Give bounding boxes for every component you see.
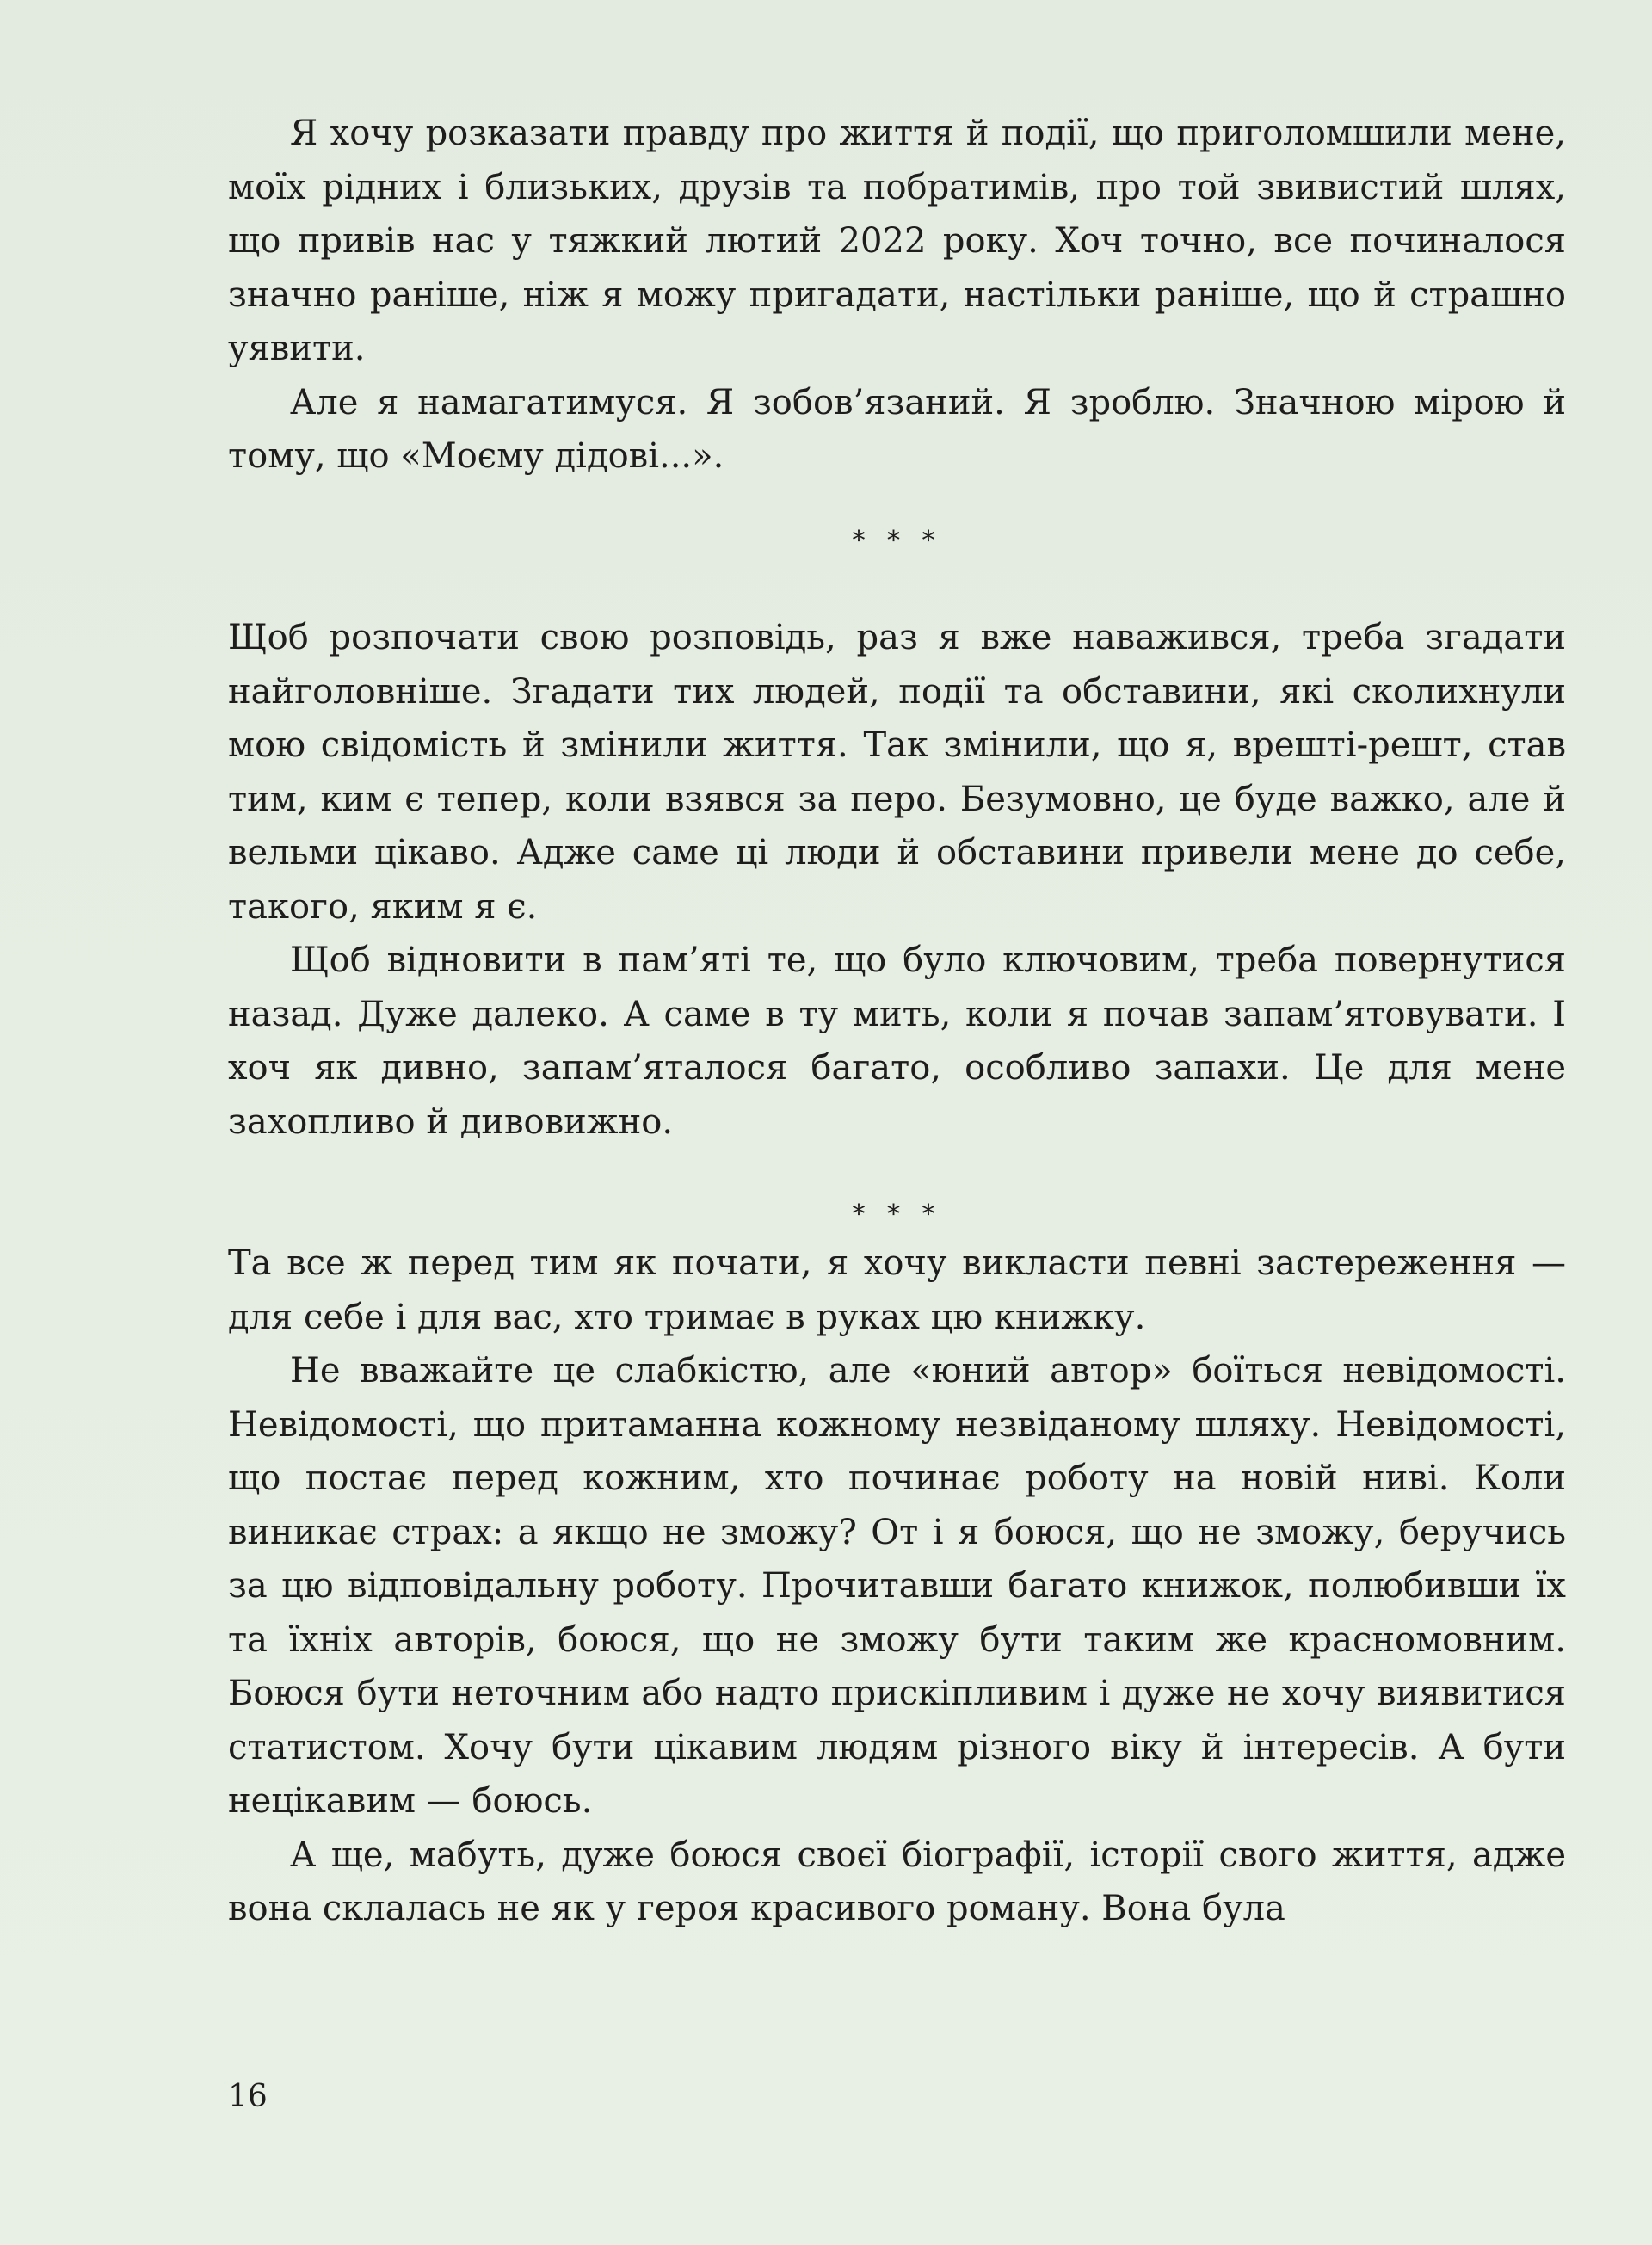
page-number: 16: [228, 2079, 268, 2114]
paragraph: Щоб відновити в пам’яті те, що було ключовим, треба повернутися назад. Дуже далеко. А саме в ту мить, коли я почав запам’ятовувати. І хоч як дивно, запам’яталося багато, особливо запахи. Це для мене захопливо й дивовижно.: [228, 941, 1566, 1142]
paragraph: Але я намагатимуся. Я зобов’язаний. Я зроблю. Значною мірою й тому, що «Моєму дідові...».: [228, 382, 1566, 476]
paragraph: Та все ж перед тим як почати, я хочу викласти певні застереження — для себе і для вас, хто тримає в руках цю книжку.: [228, 1243, 1566, 1337]
paragraph: Щоб розпочати свою розповідь, раз я вже наважився, треба згадати найголовніше. Згадати тих людей, події та обставини, які сколихнули мою свідомість й змінили життя. Так змінили, що я, врешті-решт, став тим, ким є тепер, коли взявся за перо. Безумовно, це буде важко, але й вельми цікаво. Адже саме ці люди й обставини привели мене до себе, такого, яким я є.: [228, 618, 1566, 927]
paragraph: Я хочу розказати правду про життя й події, що приголомшили мене, моїх рідних і близьких, друзів та побратимів, про той звивистий шлях, що привів нас у тяжкий лютий 2022 року. Хоч точно, все починалося значно раніше, ніж я можу пригадати, настільки раніше, що й страшно уявити.: [228, 114, 1566, 368]
section-separator: * * *: [852, 1200, 942, 1230]
paragraph: Не вважайте це слабкістю, але «юний автор» боїться невідомості. Невідомості, що притаманна кожному незвіданому шляху. Невідомості, що постає перед кожним, хто починає роботу на новій ниві. Коли виникає страх: а якщо не зможу? От і я боюся, що не зможу, беручись за цю відповідальну роботу. Прочитавши багато книжок, полюбивши їх та їхніх авторів, боюся, що не зможу бути таким же красномовним. Боюся бути неточним або надто прискіпливим і дуже не хочу виявитися статистом. Хочу бути цікавим людям різного віку й інтересів. А бути нецікавим — боюсь.: [228, 1351, 1566, 1821]
paragraph: А ще, мабуть, дуже боюся своєї біографії, історії свого життя, адже вона склалась не як у героя красивого роману. Вона була: [228, 1835, 1566, 1928]
page-body: [228, 107, 1566, 1936]
section-separator: * * *: [852, 525, 942, 556]
